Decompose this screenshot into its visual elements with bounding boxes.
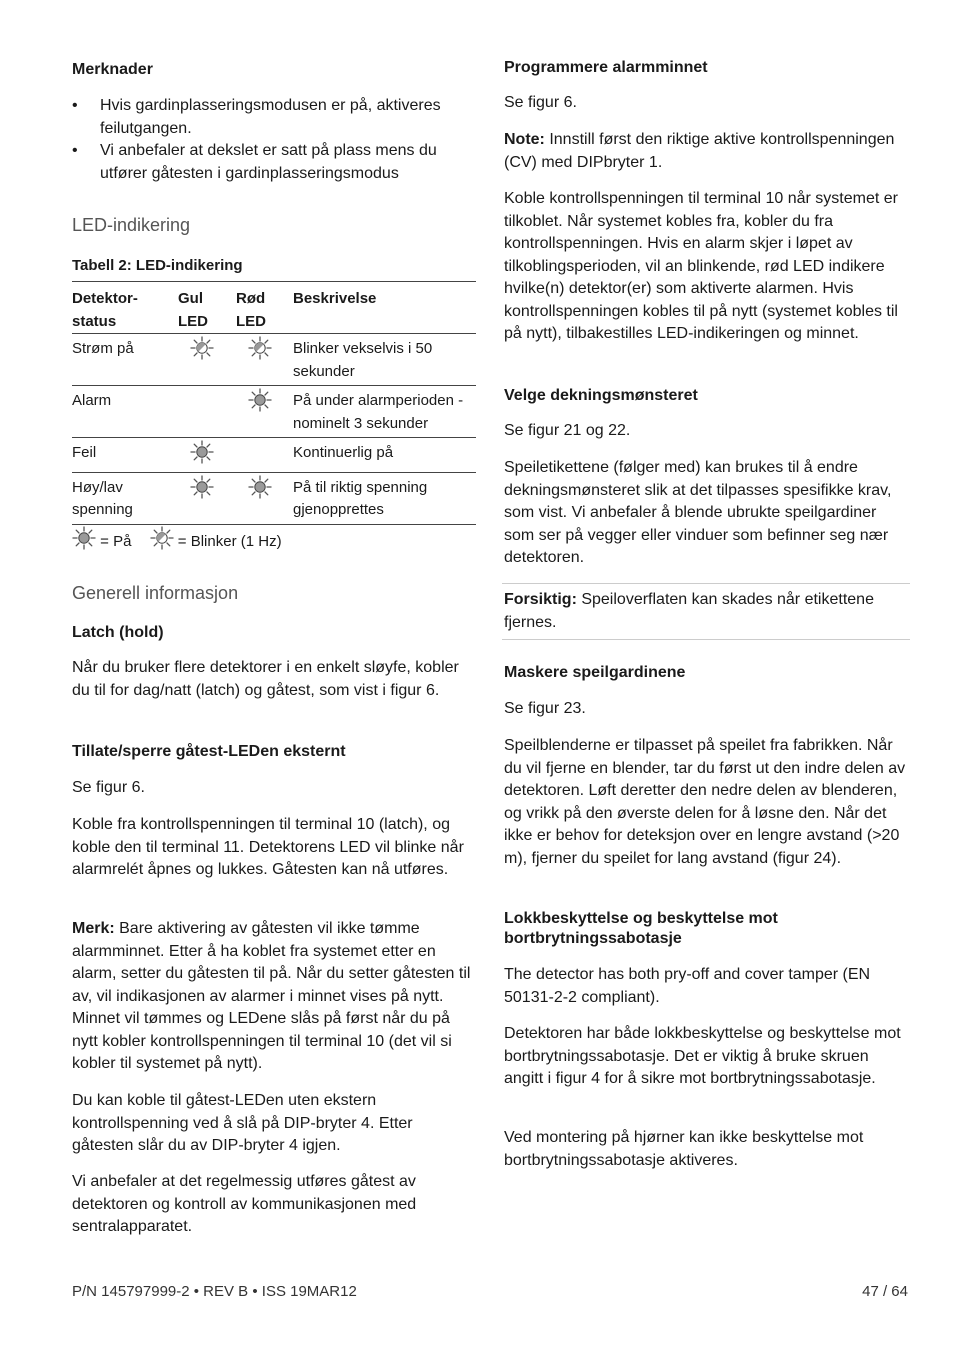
cell-status: Strøm på bbox=[72, 340, 134, 357]
tillate-heading: Tillate/sperre gåtest-LEDen eksternt bbox=[72, 743, 346, 760]
blender-paragraph: Speilblenderne er tilpasset på speilet fra fabrikken. Når du vil fjerne en blender, tar du først ut den indre delen av detektoren. Løft deretter den nedre delen av blenderen, og vrikk på den øverste delen for å løsne den. Når det ikke er behov for deteksjon over en lengre avstand (>20 m), fjerner du speilet for lang avstand (figur 24). bbox=[504, 737, 906, 867]
header-detektor-status: Detektor- status bbox=[72, 290, 138, 330]
cell-description: På til riktig spenning gjenopprettes bbox=[293, 478, 428, 518]
table-row bbox=[72, 386, 476, 438]
hjorner-paragraph: Ved montering på hjørner kan ikke beskyttelse mot bortbrytningssabotasje aktiveres. bbox=[504, 1129, 864, 1169]
table-row bbox=[72, 472, 476, 524]
speil-paragraph: Speiletikettene (følger med) kan brukes til å endre dekningsmønsteret slik at det tilpasses spesifikke krav, som vist. Vi anbefaler å blende ubrukte speilgardiner som ser på vegger eller vinduer som befinner seg nær detektoren. bbox=[504, 459, 892, 566]
cell-description: På under alarmperioden - nominelt 3 sekunder bbox=[293, 392, 464, 432]
caution-top-divider bbox=[502, 583, 910, 584]
cell-description: Kontinuerlig på bbox=[293, 444, 394, 461]
detector-en-paragraph: The detector has both pry-off and cover tamper (EN 50131-2-2 compliant). bbox=[504, 966, 871, 1006]
dip-paragraph: Du kan koble til gåtest-LEDen uten ekstern kontrollspenning ved å slå på DIP-bryter 4. Etter gåtesten slår du av DIP-bryter 4 igjen. bbox=[72, 1092, 413, 1154]
merknader-heading: Merknader bbox=[72, 61, 153, 78]
led-heading: LED-indikering bbox=[72, 215, 191, 235]
header-gul-led: Gul LED bbox=[178, 290, 208, 330]
prog-heading: Programmere alarmminnet bbox=[504, 59, 708, 76]
header-rod-led: Rød LED bbox=[236, 290, 266, 330]
lokk-heading: Lokkbeskyttelse og beskyttelse mot bortbrytningssabotasje bbox=[504, 910, 778, 947]
merk-paragraph: Merk: Bare aktivering av gåtesten vil ikke tømme alarmminnet. Etter å ha koblet fra systemet etter en alarm, setter du gåtesten til på. Når du setter gåtesten til av, vil indikasjonen av alarmer i minnet vises på nytt. Minnet vil tømmes og LEDene slås på først når du på nytt kobler kontrollspenningen til terminal 10 (det vil si kobler til systemet på nytt). bbox=[72, 920, 471, 1072]
tillate-see-figure: Se figur 6. bbox=[72, 779, 145, 796]
prog-see-figure: Se figur 6. bbox=[504, 94, 577, 111]
led-on-icon bbox=[72, 526, 96, 550]
footer-page-number: 47 / 64 bbox=[862, 1283, 908, 1300]
header-beskrivelse: Beskrivelse bbox=[293, 290, 377, 307]
footer-part-number: P/N 145797999-2 • REV B • ISS 19MAR12 bbox=[72, 1283, 357, 1300]
list-item: • Vi anbefaler at dekslet er satt på plass mens du utfører gåtesten i gardinplasseringsmodus bbox=[72, 140, 476, 185]
koble-paragraph: Koble kontrollspenningen til terminal 10 når systemet er tilkoblet. Når systemet kobles fra, kobler du fra kontrollspenningen. Hvis en alarm skjer i løpet av tilkoblingsperioden, vil an blinkende, rød LED indikere hvilke(n) detektor(er) som aktiverte alarmen. Hvis kontrollspenningen kobles til på nytt (systemet kobles til på nytt), tilbakestilles LED-indikeringen og minnet. bbox=[504, 190, 898, 342]
table-legend bbox=[72, 528, 282, 553]
velge-see-figure: Se figur 21 og 22. bbox=[504, 422, 631, 439]
legend-blink-label: = Blinker (1 Hz) bbox=[177, 533, 282, 550]
cell-description: Blinker vekselvis i 50 sekunder bbox=[293, 340, 433, 380]
led-blinking-icon bbox=[248, 336, 272, 360]
tillate-paragraph: Koble fra kontrollspenningen til terminal 10 (latch), og koble den til terminal 11. Detektorens LED vil blinke når alarmrelét åpnes og lukkes. Gåtesten kan nå utføres. bbox=[72, 816, 464, 878]
led-on-icon bbox=[248, 388, 272, 412]
anbefaler-paragraph: Vi anbefaler at det regelmessig utføres gåtest av detektoren og kontroll av kommunikasjonen med sentralapparatet. bbox=[72, 1173, 417, 1235]
generell-heading: Generell informasjon bbox=[72, 583, 239, 603]
table-header-row bbox=[72, 282, 476, 334]
led-blinking-icon bbox=[150, 526, 174, 550]
note-paragraph: Note: Innstill først den riktige aktive kontrollspenningen (CV) med DIPbryter 1. bbox=[504, 131, 895, 171]
led-table bbox=[72, 281, 476, 525]
cell-status: Alarm bbox=[72, 392, 112, 409]
velge-heading: Velge dekningsmønsteret bbox=[504, 387, 698, 404]
notes-list bbox=[72, 95, 476, 185]
detektor-no-paragraph: Detektoren har både lokkbeskyttelse og beskyttelse mot bortbrytningssabotasje. Det er viktig å bruke skruen angitt i figur 4 for å sikre mot bortbrytningssabotasje. bbox=[504, 1025, 901, 1087]
table-title: Tabell 2: LED-indikering bbox=[72, 257, 243, 274]
led-blinking-icon bbox=[190, 336, 214, 360]
cell-status: Høy/lav spenning bbox=[72, 478, 133, 518]
maskere-heading: Maskere speilgardinene bbox=[504, 664, 686, 681]
led-on-icon bbox=[248, 475, 272, 499]
latch-heading: Latch (hold) bbox=[72, 624, 164, 641]
led-on-icon bbox=[190, 475, 214, 499]
cell-status: Feil bbox=[72, 444, 97, 461]
table-row bbox=[72, 438, 476, 473]
caution-bottom-divider bbox=[502, 639, 910, 640]
list-item: • Hvis gardinplasseringsmodusen er på, aktiveres feilutgangen. bbox=[72, 95, 476, 140]
legend-on-label: = På bbox=[100, 533, 132, 550]
forsiktig-paragraph: Forsiktig: Speiloverflaten kan skades når etikettene fjernes. bbox=[504, 591, 874, 631]
maskere-see-figure: Se figur 23. bbox=[504, 700, 586, 717]
led-on-icon bbox=[190, 440, 214, 464]
latch-paragraph: Når du bruker flere detektorer i en enkelt sløyfe, kobler du til for dag/natt (latch) og gåtest, som vist i figur 6. bbox=[72, 659, 459, 699]
table-row bbox=[72, 334, 476, 386]
